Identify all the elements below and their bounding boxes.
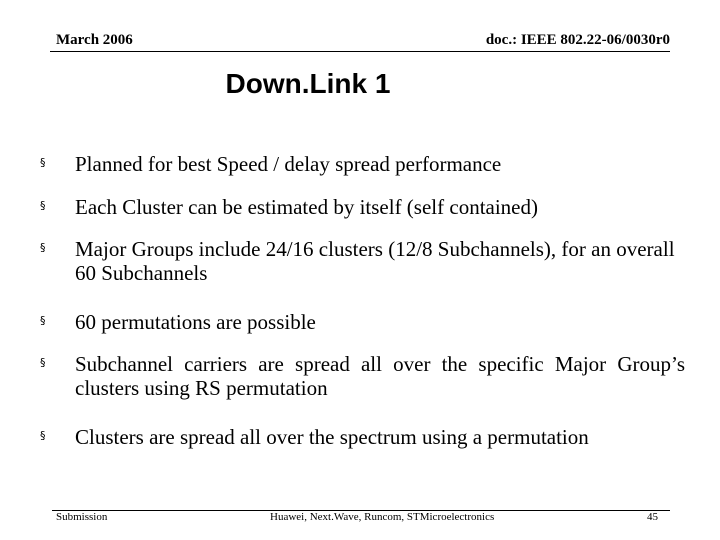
bullet-marker-icon: § — [40, 314, 46, 327]
bullet-text: Clusters are spread all over the spectrum using a permutation — [75, 425, 589, 449]
bullet-marker-icon: § — [40, 241, 46, 254]
header-date: March 2006 — [56, 32, 133, 48]
bullet-marker-icon: § — [40, 156, 46, 169]
bullet-marker-icon: § — [40, 199, 46, 212]
page-number: 45 — [647, 511, 658, 523]
bullet-text: 60 permutations are possible — [75, 310, 316, 334]
bullet-text: Planned for best Speed / delay spread performance — [75, 152, 502, 176]
bullet-text: Major Groups include 24/16 clusters (12/8 Subchannels), for an overall 60 Subchannels — [75, 237, 675, 285]
bullet-marker-icon: § — [40, 429, 46, 442]
header-divider — [50, 51, 670, 52]
footer-submission: Submission — [56, 511, 108, 523]
footer-authors: Huawei, Next.Wave, Runcom, STMicroelectronics — [270, 511, 495, 523]
bullet-text: Subchannel carriers are spread all over the specific Major Group’s clusters using RS permutation — [75, 352, 685, 400]
slide-title: Down.Link 1 — [225, 68, 391, 99]
bullet-marker-icon: § — [40, 356, 46, 369]
header-doc-id: doc.: IEEE 802.22-06/0030r0 — [485, 32, 670, 48]
bullet-text: Each Cluster can be estimated by itself (self contained) — [75, 195, 538, 219]
